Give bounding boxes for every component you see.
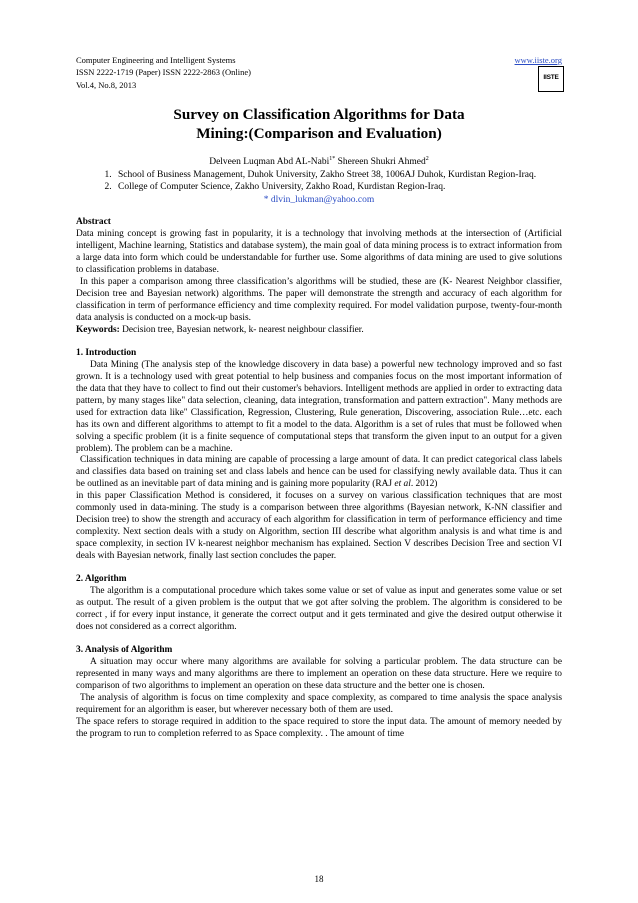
analysis-section xyxy=(76,645,562,741)
abstract-paragraph: Data mining concept is growing fast in popularity, it is a technology that involving methods at the intersection of (Artificial intelligent, Machine learning, Statistics and database system), the main goal of data mining process is to extract information from a large data into form which could be understandable for further use. Some algorithms of data mining are used to give solutions to classification problems in database. xyxy=(76,229,562,276)
introduction-text: . 2012) xyxy=(410,479,438,490)
author-2: Shereen Shukri Ahmed xyxy=(335,157,426,168)
abstract-section xyxy=(76,217,562,337)
analysis-heading: 3. Analysis of Algorithm xyxy=(76,644,173,655)
keywords-line xyxy=(76,325,562,337)
algorithm-paragraph: The algorithm is a computational procedure which takes some value or set of value as input and generates some value or set as output. The result of a given problem is the output that we got after solving the problem. The algorithm is considered to be correct , if for every input instance, it generate the correct output and it gets terminated and give the desired output otherwise it does not considered as a correct algorithm. xyxy=(76,586,562,632)
citation-et-al: et al xyxy=(394,479,411,490)
introduction-heading: 1. Introduction xyxy=(76,347,137,358)
title-line-1: Survey on Classification Algorithms for Data xyxy=(173,106,465,124)
affiliation-item: 1. School of Business Management, Duhok University, Zakho Street 38, 1006AJ Duhok, Kurdistan Region-Iraq. xyxy=(114,169,562,182)
introduction-paragraph: Data Mining (The analysis step of the knowledge discovery in data base) a powerful new technology improved and so fast grown. It is a technology used with great potential to help business and companies focus on the most important information of the data that they have to collect to find out their customer's behaviors. Intelligent methods are applied in order to extracting data pattern, by many stages like" data selection, cleaning, data integration, transformation and pattern extraction". Many methods are used for extraction data like" Classification, Regression, Clustering, Rule generation, Discovering, association Rule…etc. each has its own and different algorithms to attempt to fit a model to the data. Algorithm is a set of rules that must be followed when solving a specific problem (it is a finite sequence of computational steps that transform the given input to an output for a given problem). The problem can be a machine. xyxy=(76,359,562,454)
algorithm-heading: 2. Algorithm xyxy=(76,574,127,585)
affiliation-list xyxy=(76,169,562,194)
journal-url-link[interactable]: www.iiste.org xyxy=(514,55,562,65)
analysis-paragraph: The analysis of algorithm is focus on time complexity and space complexity, as compared to time analysis the space analysis requirement for an algorithm is easer, but wherever necessary both of them are used. xyxy=(76,692,562,715)
introduction-section xyxy=(76,348,562,563)
introduction-paragraph xyxy=(76,455,562,491)
analysis-paragraph: The space refers to storage required in addition to the space required to store the input data. The amount of memory needed by the program to run to completion referred to as Space complexity. . The amount of time xyxy=(76,716,562,739)
introduction-paragraph: in this paper Classification Method is considered, it focuses on a survey on various classification techniques that are most commonly used in data-mining. The study is a comparison between three algorithms (Bayesian network, K-NN classifier and Decision tree) to show the strength and accuracy of each algorithm for classification in term of performance efficiency and time complexity. Next section deals with a study on Algorithm, section III describe what algorithm analysis is and what time is and space complexity, in section IV k-nearest neighbor mechanism has explained. Section V describes Decision Tree and section VI deals with Bayesian network, finally last section concludes the paper. xyxy=(76,491,562,562)
author-1: Delveen Luqman Abd AL-Nabi xyxy=(209,157,330,168)
author-list xyxy=(76,153,562,169)
keywords-text: Decision tree, Bayesian network, k- nearest neighbour classifier. xyxy=(119,324,364,335)
corresponding-email-link[interactable]: * dlvin_lukman@yahoo.com xyxy=(263,194,375,205)
paper-title xyxy=(76,105,562,143)
page-number: 18 xyxy=(314,874,324,884)
journal-name: Computer Engineering and Intelligent Systems xyxy=(76,55,236,65)
algorithm-section xyxy=(76,574,562,634)
abstract-heading: Abstract xyxy=(76,217,111,228)
analysis-paragraph: A situation may occur where many algorithms are available for solving a particular problem. The data structure can be represented in many ways and many algorithms are there to implement an operation on these data structure. Here we require to comparison of two algorithms to implement an operation on these data structure and the better one is chosen. xyxy=(76,656,562,691)
running-header xyxy=(76,54,562,91)
author-2-marker: 2 xyxy=(425,156,429,163)
volume-line: Vol.4, No.8, 2013 xyxy=(76,79,137,90)
abstract-paragraph: In this paper a comparison among three classification’s algorithms will be studied, these are (K- Nearest Neighbor classifier, Decision tree and Bayesian network) algorithms. The paper will demonstrate the strength and accuracy of each algorithm for classification in term of performance efficiency and time complexity required. For model validation purpose, twenty-four-month data analysis is conducted on a mock-up basis. xyxy=(76,277,562,323)
keywords-label: Keywords: xyxy=(76,324,120,335)
affiliation-item: 2. College of Computer Science, Zakho University, Zakho Road, Kurdistan Region-Iraq. xyxy=(114,181,562,194)
paper-page xyxy=(76,54,562,740)
title-line-2: Mining:(Comparison and Evaluation) xyxy=(196,125,442,143)
introduction-text: Classification techniques in data mining are capable of processing a large amount of data. It can predict categorical class labels and classifies data based on training set and class labels and hence can be used for classifying newly available data. Thus it can be outlined as an inevitable part of data mining and is gaining more popularity (RAJ xyxy=(76,455,562,490)
author-1-marker: 1* xyxy=(329,156,336,163)
issn-line: ISSN 2222-1719 (Paper) ISSN 2222-2863 (Online) xyxy=(76,67,251,78)
iiste-logo: IISTE xyxy=(538,66,564,92)
